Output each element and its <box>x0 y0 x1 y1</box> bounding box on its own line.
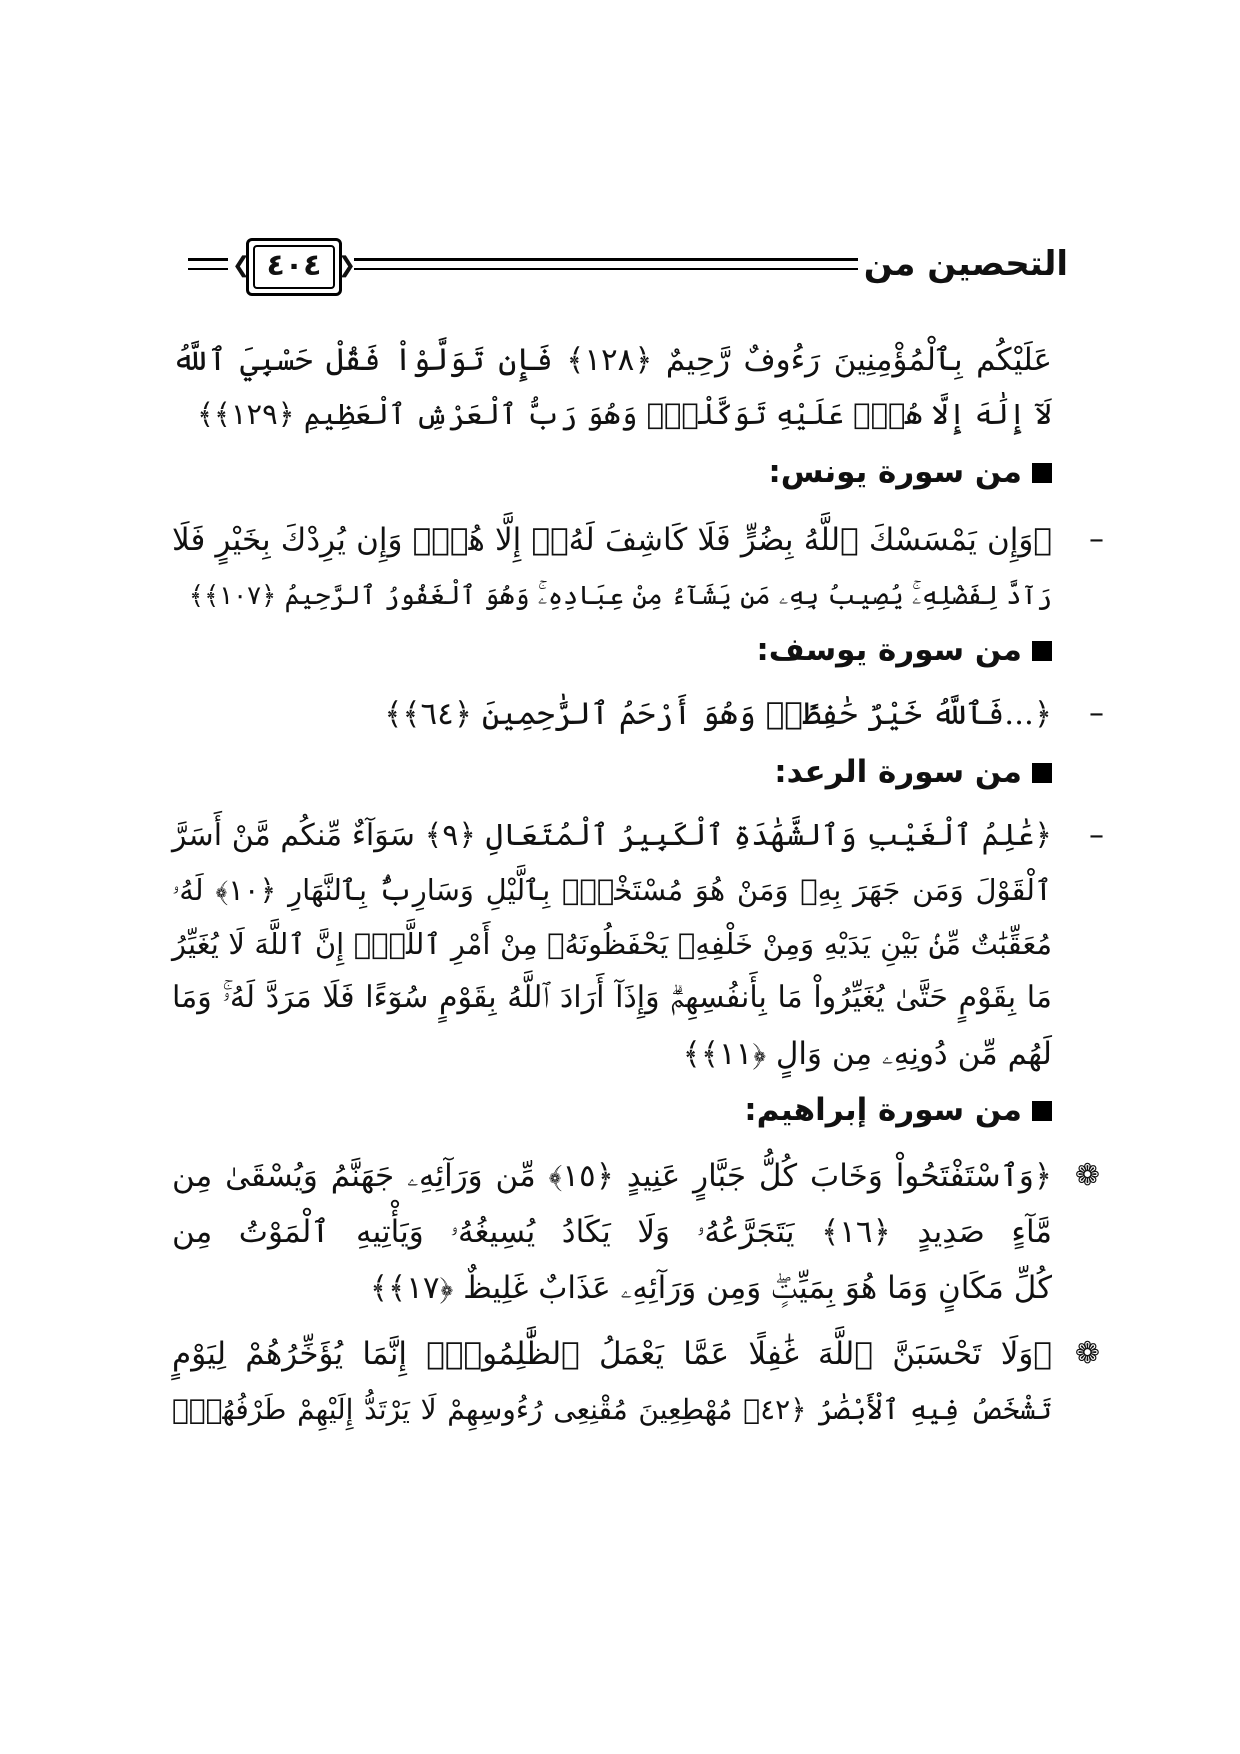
verse-line: مَا بِقَوْمٍ حَتَّىٰ يُغَيِّرُواْ مَا بِأَنفُسِهِمْۗ وَإِذَآ أَرَادَ ٱللَّهُ بِقَوْمٍ سُوٓءًا فَلَا مَرَدَّ لَهُۥۚ وَمَا <box>172 980 1052 1015</box>
header-rule-left-bottom <box>188 268 228 270</box>
verse-line: كُلِّ مَكَانٍ وَمَا هُوَ بِمَيِّتٍۖ وَمِن وَرَآئِهِۦ عَذَابٌ غَلِيظٌ ﴿١٧﴾﴾ <box>369 1270 1052 1306</box>
verse-line: ﴿وَٱسْتَفْتَحُواْ وَخَابَ كُلُّ جَبَّارٍ عَنِيدٍ ﴿١٥﴾ مِّن وَرَآئِهِۦ جَهَنَّمُ وَيُسْقَىٰ مِن <box>172 1158 1052 1194</box>
section-heading-text: من سورة إبراهيم: <box>744 1092 1022 1128</box>
section-heading-rad <box>774 752 1052 792</box>
section-heading-text: من سورة يونس: <box>768 454 1022 490</box>
square-bullet-icon <box>1032 641 1052 661</box>
section-heading-ibrahim <box>744 1090 1052 1130</box>
verse-line: تَشْخَصُ فِيهِ ٱلْأَبْصَٰرُ ﴿٤٢﴾ مُهْطِعِينَ مُقْنِعِى رُءُوسِهِمْ لَا يَرْتَدُّ إِلَيْهِمْ طَرْفُهُمْۖ <box>172 1393 1052 1426</box>
header-rule-left-top <box>188 258 228 261</box>
verse-line: ﴿وَلَا تَحْسَبَنَّ ٱللَّهَ غَٰفِلًا عَمَّا يَعْمَلُ ٱلظَّٰلِمُونَۚ إِنَّمَا يُؤَخِّرُهُمْ لِيَوْمٍ <box>172 1336 1052 1372</box>
dash-marker: – <box>1089 818 1104 853</box>
verse-line: لَآ إِلَٰهَ إِلَّا هُوَۖ عَلَيْهِ تَوَكَّلْتُۖ وَهُوَ رَبُّ ٱلْعَرْشِ ٱلْعَظِيمِ ﴿١٢٩﴾﴾ <box>196 397 1052 431</box>
ornament-right-icon: ❯ <box>337 253 356 278</box>
section-heading-text: من سورة يوسف: <box>756 632 1022 668</box>
verse-line: ﴿وَإِن يَمْسَسْكَ ٱللَّهُ بِضُرٍّ فَلَا كَاشِفَ لَهُۥٓ إِلَّا هُوَۖ وَإِن يُرِدْكَ بِخَيْرٍ فَلَا <box>172 522 1052 558</box>
section-heading-text: من سورة الرعد: <box>774 754 1022 790</box>
verse-line: مَّآءٍ صَدِيدٍ ﴿١٦﴾ يَتَجَرَّعُهُۥ وَلَا يَكَادُ يُسِيغُهُۥ وَيَأْتِيهِ ٱلْمَوْتُ مِن <box>172 1214 1053 1250</box>
square-bullet-icon <box>1032 1101 1052 1121</box>
verse-line: ٱلْقَوْلَ وَمَن جَهَرَ بِهِۦ وَمَنْ هُوَ مُسْتَخْفٍۭ بِٱلَّيْلِ وَسَارِبٌۢ بِٱلنَّهَارِ ﴿١٠﴾ لَهُۥ <box>172 873 1053 907</box>
verse-line: مُعَقِّبَٰتٌ مِّنۢ بَيْنِ يَدَيْهِ وَمِنْ خَلْفِهِۦ يَحْفَظُونَهُۥ مِنْ أَمْرِ ٱللَّهِۗ إِنَّ ٱللَّهَ لَا يُغَيِّرُ <box>172 927 1052 961</box>
dash-marker: – <box>1089 522 1104 557</box>
verse-line: رَآدَّ لِفَضْلِهِۦۚ يُصِيبُ بِهِۦ مَن يَشَآءُ مِنْ عِبَادِهِۦۚ وَهُوَ ٱلْغَفُورُ ٱلرَّحِيمُ ﴿١٠٧﴾﴾ <box>188 581 1052 611</box>
square-bullet-icon <box>1032 763 1052 783</box>
square-bullet-icon <box>1032 463 1052 483</box>
page-number-box <box>232 238 356 296</box>
verse-line: لَهُم مِّن دُونِهِۦ مِن وَالٍ ﴿١١﴾﴾ <box>682 1036 1052 1072</box>
flower-bullet-icon: ❁ <box>1074 1336 1100 1371</box>
verse-line: ﴿عَٰلِمُ ٱلْغَيْبِ وَٱلشَّهَٰدَةِ ٱلْكَبِيرُ ٱلْمُتَعَالِ ﴿٩﴾ سَوَآءٌ مِّنكُم مَّنْ أَسَرَّ <box>172 818 1052 853</box>
page-header <box>188 236 1068 308</box>
header-rule-top <box>354 258 858 261</box>
section-heading-yunus <box>768 452 1052 492</box>
dash-marker: – <box>1089 696 1104 731</box>
header-rule-bottom <box>354 268 858 270</box>
verse-line: ﴿...فَٱللَّهُ خَيْرٌ حَٰفِظًاۖ وَهُوَ أَرْحَمُ ٱلرَّٰحِمِينَ ﴿٦٤﴾﴾ <box>384 696 1052 732</box>
running-title: التحصين من <box>863 244 1068 284</box>
section-heading-yusuf <box>756 630 1052 670</box>
verse-line: عَلَيْكُم بِٱلْمُؤْمِنِينَ رَءُوفٌ رَّحِيمٌ ﴿١٢٨﴾ فَإِن تَوَلَّوْاْ فَقُلْ حَسْبِيَ ٱللَّهُ <box>172 342 1052 378</box>
page-number: ٤٠٤ <box>266 248 322 283</box>
flower-bullet-icon: ❁ <box>1074 1158 1100 1193</box>
ornament-left-icon: ❮ <box>232 253 251 278</box>
